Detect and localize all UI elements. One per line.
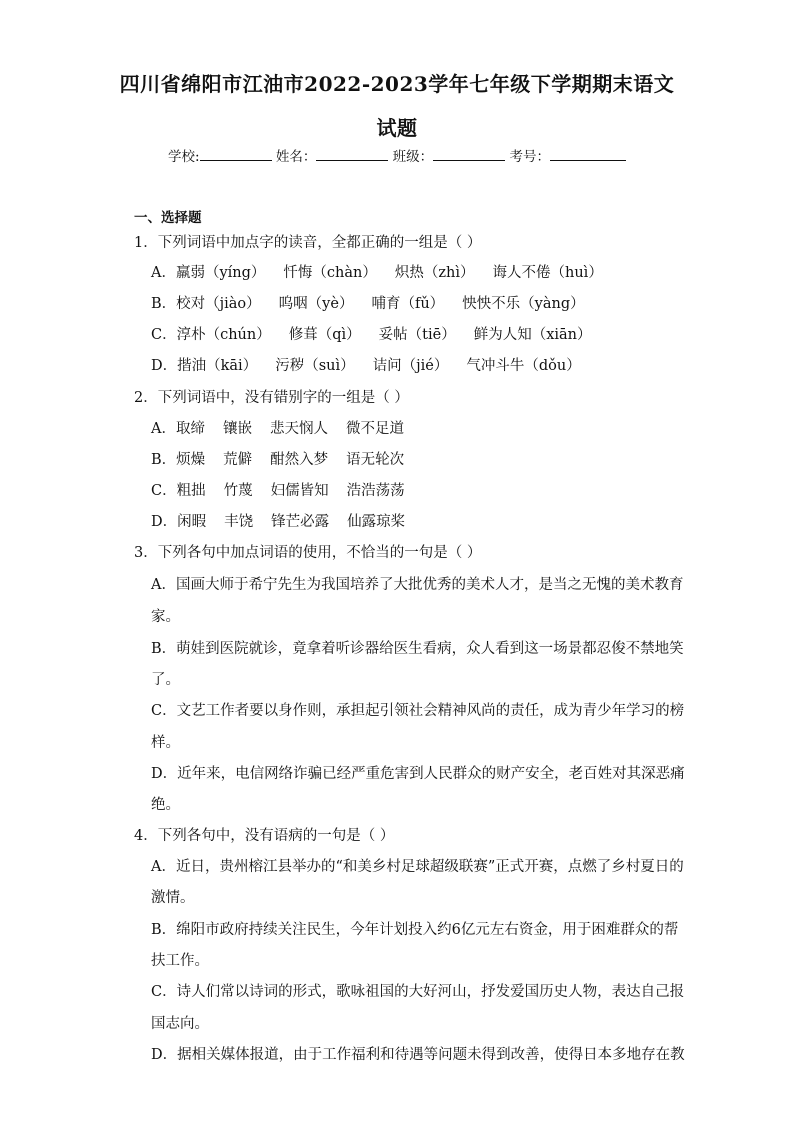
question-2-option-a[interactable] bbox=[151, 419, 422, 439]
question-4-option-d[interactable]: D．据相关媒体报道，由于工作福利和待遇等问题未得到改善，使得日本多地存在教 bbox=[151, 1047, 685, 1063]
option-item: 悲天悯人 bbox=[269, 421, 328, 437]
school-label: 学校: bbox=[168, 149, 200, 165]
option-item: A．羸弱（yíng） bbox=[151, 265, 266, 281]
question-3-option-c-continued: 样。 bbox=[151, 735, 180, 751]
option-item: 炽热（zhì） bbox=[394, 265, 475, 281]
option-item: 诲人不倦（huì） bbox=[492, 265, 603, 281]
question-1-option-d[interactable] bbox=[151, 356, 599, 376]
option-item: 微不足道 bbox=[345, 421, 404, 437]
option-item: B．烦燥 bbox=[151, 452, 206, 468]
option-item: 镶嵌 bbox=[222, 421, 252, 437]
question-1-stem: 1．下列词语中加点字的读音，全都正确的一组是（ ） bbox=[134, 235, 482, 251]
option-item: 哺育（fǔ） bbox=[371, 296, 445, 312]
option-item: D．揩油（kāi） bbox=[151, 358, 258, 374]
question-2-option-d[interactable] bbox=[151, 512, 423, 532]
document-title-line-1: 四川省绵阳市江油市2022-2023学年七年级下学期期末语文 bbox=[119, 72, 675, 96]
question-4-option-c[interactable]: C．诗人们常以诗词的形式，歌咏祖国的大好河山，抒发爱国历史人物，表达自己报 bbox=[151, 984, 685, 1000]
question-3-option-d[interactable]: D．近年来，电信网络诈骗已经严重危害到人民群众的财产安全，老百姓对其深恶痛 bbox=[151, 766, 685, 782]
option-item: 呜咽（yè） bbox=[278, 296, 354, 312]
option-item: 修葺（qì） bbox=[288, 327, 361, 343]
option-item: B．校对（jiào） bbox=[151, 296, 261, 312]
question-4-option-a[interactable]: A．近日，贵州榕江县举办的“和美乡村足球超级联赛”正式开赛，点燃了乡村夏日的 bbox=[151, 859, 684, 875]
option-item: 语无轮次 bbox=[346, 452, 405, 468]
document-title-line-2: 试题 bbox=[376, 116, 418, 140]
question-1-option-a[interactable] bbox=[151, 263, 621, 283]
option-item: C．粗拙 bbox=[151, 483, 206, 499]
option-item: 锋芒必露 bbox=[271, 514, 330, 530]
option-item: 酣然入梦 bbox=[270, 452, 329, 468]
question-2-stem: 2．下列词语中，没有错别字的一组是（ ） bbox=[134, 390, 409, 406]
section-heading: 一、选择题 bbox=[134, 210, 202, 226]
option-item: D．闲暇 bbox=[151, 514, 207, 530]
exam-no-blank[interactable] bbox=[550, 146, 626, 161]
option-item: C．淳朴（chún） bbox=[151, 327, 271, 343]
option-item: 诘问（jié） bbox=[372, 358, 449, 374]
option-item: 浩浩荡荡 bbox=[346, 483, 405, 499]
name-label: 姓名： bbox=[275, 149, 317, 165]
option-item: 怏怏不乐（yàng） bbox=[462, 296, 585, 312]
question-1-option-c[interactable] bbox=[151, 325, 610, 345]
option-item: 鲜为人知（xiān） bbox=[473, 327, 592, 343]
option-item: 荒僻 bbox=[223, 452, 253, 468]
option-item: 污秽（suì） bbox=[275, 358, 355, 374]
option-item: 丰饶 bbox=[224, 514, 254, 530]
question-2-option-c[interactable] bbox=[151, 481, 423, 501]
question-3-option-b-continued: 了。 bbox=[151, 672, 180, 688]
class-label: 班级： bbox=[392, 149, 434, 165]
option-item: 忏悔（chàn） bbox=[283, 265, 377, 281]
option-item: 气冲斗牛（dǒu） bbox=[466, 358, 581, 374]
name-blank[interactable] bbox=[316, 146, 388, 161]
option-item: 竹蔑 bbox=[223, 483, 253, 499]
option-item: 妇儒皆知 bbox=[270, 483, 329, 499]
exam-no-label: 考号： bbox=[509, 149, 550, 165]
question-4-option-b-continued: 扶工作。 bbox=[151, 953, 209, 969]
option-item: A．取缔 bbox=[151, 421, 205, 437]
question-3-option-d-continued: 绝。 bbox=[151, 797, 180, 813]
school-blank[interactable] bbox=[200, 146, 272, 161]
student-info-row bbox=[0, 145, 794, 165]
class-blank[interactable] bbox=[433, 146, 505, 161]
question-1-option-b[interactable] bbox=[151, 294, 603, 314]
question-4-stem: 4．下列各句中，没有语病的一句是（ ） bbox=[134, 828, 395, 844]
question-2-option-b[interactable] bbox=[151, 450, 422, 470]
question-3-option-a[interactable]: A．国画大师于希宁先生为我国培养了大批优秀的美术人才，是当之无愧的美术教育 bbox=[151, 577, 684, 593]
option-item: 仙露琼桨 bbox=[347, 514, 406, 530]
question-4-option-b[interactable]: B．绵阳市政府持续关注民生，今年计划投入约6亿元左右资金，用于困难群众的帮 bbox=[151, 922, 679, 938]
option-item: 妥帖（tiē） bbox=[378, 327, 456, 343]
question-3-option-b[interactable]: B．萌娃到医院就诊，竟拿着听诊器给医生看病，众人看到这一场景都忍俊不禁地笑 bbox=[151, 641, 684, 657]
question-4-option-a-continued: 激情。 bbox=[151, 890, 195, 906]
question-3-option-c[interactable]: C．文艺工作者要以身作则，承担起引领社会精神风尚的责任，成为青少年学习的榜 bbox=[151, 703, 685, 719]
question-3-stem: 3．下列各句中加点词语的使用，不恰当的一句是（ ） bbox=[134, 545, 482, 561]
question-4-option-c-continued: 国志向。 bbox=[151, 1016, 209, 1032]
question-3-option-a-continued: 家。 bbox=[151, 609, 180, 625]
